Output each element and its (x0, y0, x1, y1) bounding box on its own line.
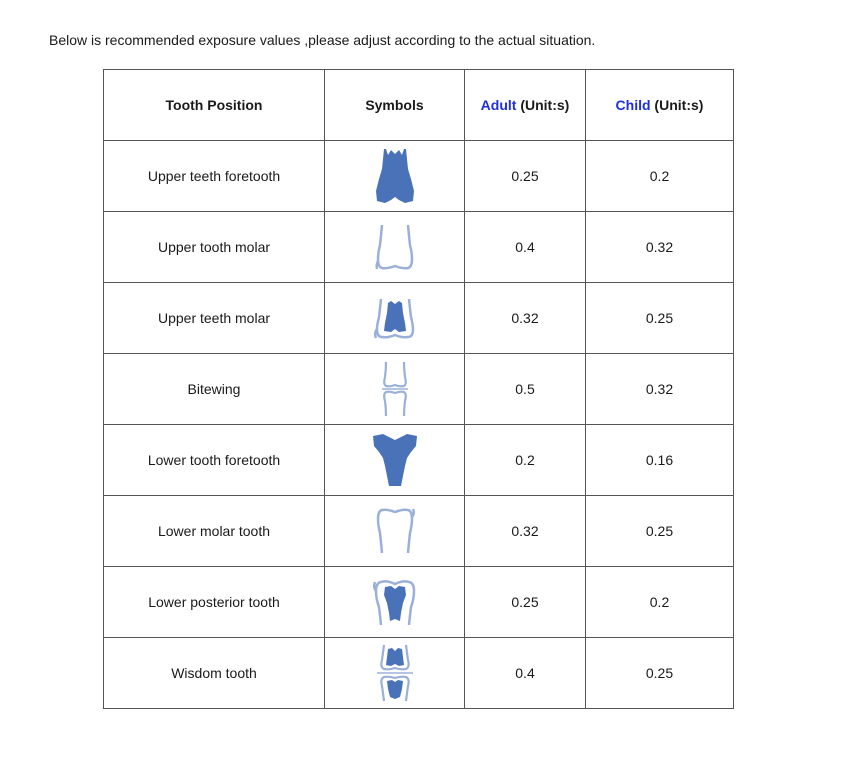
header-symbols: Symbols (325, 70, 465, 141)
upper-molar-filled-icon (373, 295, 417, 341)
adult-value: 0.5 (465, 354, 586, 425)
upper-foretooth-icon (375, 147, 415, 205)
header-adult-unit: (Unit:s) (516, 97, 570, 113)
child-value: 0.16 (586, 425, 734, 496)
lower-foretooth-icon (371, 432, 419, 488)
wisdom-tooth-icon (374, 643, 416, 703)
adult-value: 0.32 (465, 496, 586, 567)
table-header-row (104, 70, 734, 141)
symbol-cell (325, 496, 465, 567)
child-value: 0.25 (586, 496, 734, 567)
tooth-position-cell: Bitewing (104, 354, 325, 425)
tooth-position-cell: Lower tooth foretooth (104, 425, 325, 496)
child-value: 0.25 (586, 283, 734, 354)
tooth-position-cell: Lower posterior tooth (104, 567, 325, 638)
intro-text: Below is recommended exposure values ,please adjust according to the actual situation. (49, 32, 596, 48)
upper-molar-outline-icon (373, 221, 417, 273)
symbol-cell (325, 141, 465, 212)
bitewing-icon (377, 360, 413, 418)
symbol-cell (325, 638, 465, 709)
lower-posterior-icon (372, 575, 418, 629)
exposure-table (103, 69, 734, 709)
table-row (104, 425, 734, 496)
adult-value: 0.4 (465, 212, 586, 283)
header-adult (465, 70, 586, 141)
adult-value: 0.32 (465, 283, 586, 354)
header-child-word: Child (615, 97, 651, 113)
table-row (104, 496, 734, 567)
table-row (104, 638, 734, 709)
lower-molar-outline-icon (373, 505, 417, 557)
child-value: 0.32 (586, 354, 734, 425)
table-row (104, 141, 734, 212)
tooth-position-cell: Upper teeth foretooth (104, 141, 325, 212)
header-adult-word: Adult (480, 97, 517, 113)
table-row (104, 283, 734, 354)
table-row (104, 567, 734, 638)
tooth-position-cell: Upper tooth molar (104, 212, 325, 283)
child-value: 0.25 (586, 638, 734, 709)
symbol-cell (325, 425, 465, 496)
tooth-position-cell: Upper teeth molar (104, 283, 325, 354)
child-value: 0.2 (586, 567, 734, 638)
header-child (586, 70, 734, 141)
symbol-cell (325, 354, 465, 425)
symbol-cell (325, 567, 465, 638)
header-child-unit: (Unit:s) (650, 97, 704, 113)
child-value: 0.2 (586, 141, 734, 212)
tooth-position-cell: Lower molar tooth (104, 496, 325, 567)
adult-value: 0.4 (465, 638, 586, 709)
header-tooth-position: Tooth Position (104, 70, 325, 141)
adult-value: 0.25 (465, 567, 586, 638)
child-value: 0.32 (586, 212, 734, 283)
adult-value: 0.2 (465, 425, 586, 496)
adult-value: 0.25 (465, 141, 586, 212)
tooth-position-cell: Wisdom tooth (104, 638, 325, 709)
table-row (104, 354, 734, 425)
table-row (104, 212, 734, 283)
symbol-cell (325, 212, 465, 283)
symbol-cell (325, 283, 465, 354)
